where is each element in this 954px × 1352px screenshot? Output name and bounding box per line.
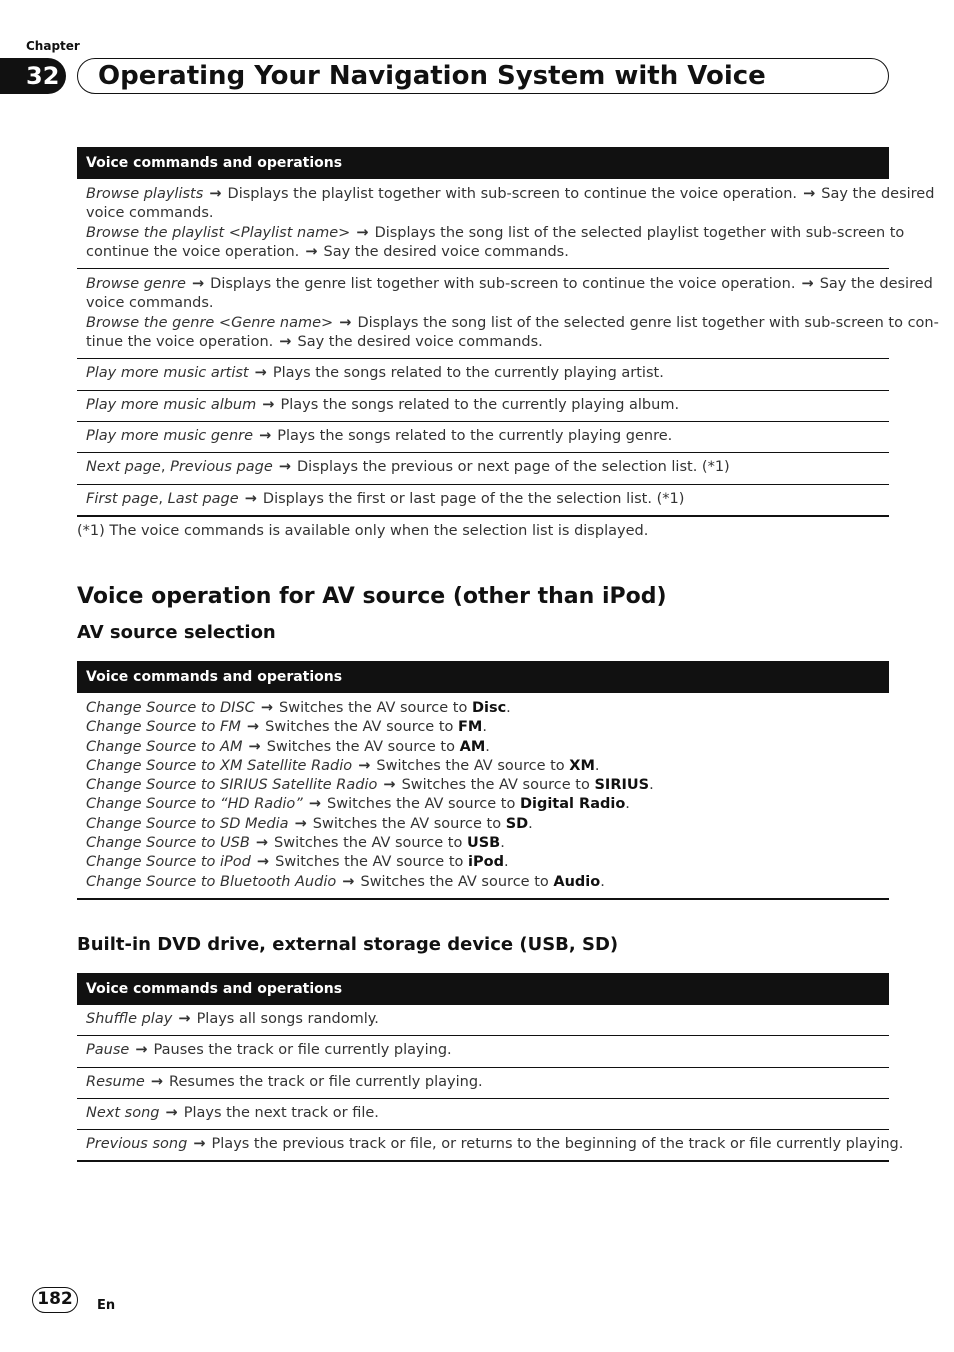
voice-command: Change Source to iPod bbox=[86, 854, 251, 871]
arrow-icon: → bbox=[239, 490, 262, 507]
arrow-icon: → bbox=[249, 365, 272, 382]
subsection-built-in-drive: Built-in DVD drive, external storage device (USB, SD) bbox=[77, 934, 619, 955]
operation-text: Displays the first or last page of the the selection list. (*1) bbox=[262, 490, 685, 507]
row-line bbox=[86, 834, 881, 853]
row-line bbox=[86, 1041, 881, 1060]
voice-command: Next song bbox=[86, 1104, 160, 1121]
voice-command: Browse genre bbox=[86, 276, 186, 293]
operation-text: Displays the song list of the selected playlist together with sub-screen to bbox=[374, 224, 905, 241]
voice-commands-table-1 bbox=[77, 147, 939, 517]
av-source-name: USB bbox=[466, 835, 501, 852]
arrow-icon: → bbox=[241, 719, 265, 736]
operation-text: Say the desired voice commands. bbox=[323, 243, 569, 260]
row-line bbox=[86, 738, 881, 757]
voice-command: Previous page bbox=[170, 459, 273, 476]
table-row bbox=[77, 391, 889, 422]
voice-command: Previous song bbox=[86, 1136, 188, 1153]
voice-command: Change Source to “HD Radio” bbox=[86, 796, 303, 813]
operation-text: Switches the AV source to bbox=[274, 835, 467, 852]
operation-text: voice commands. bbox=[86, 295, 214, 312]
arrow-icon: → bbox=[160, 1104, 183, 1121]
operation-text: Pauses the track or file currently playing. bbox=[153, 1042, 452, 1059]
arrow-icon: → bbox=[145, 1073, 169, 1090]
row-line bbox=[86, 275, 933, 294]
subsection-av-source-selection: AV source selection bbox=[77, 622, 276, 643]
row-line bbox=[86, 718, 881, 737]
operation-text: Switches the AV source to bbox=[312, 815, 506, 832]
voice-command: First page bbox=[86, 490, 159, 507]
av-source-name: XM bbox=[569, 757, 595, 774]
operation-text: Displays the previous or next page of the selection list. (*1) bbox=[297, 459, 730, 476]
row-line bbox=[86, 776, 881, 795]
av-source-name: Audio bbox=[553, 873, 601, 890]
voice-command: Next page bbox=[86, 459, 161, 476]
chapter-number-badge: 32 bbox=[0, 58, 66, 94]
voice-command: Play more music genre bbox=[86, 427, 254, 444]
operation-text: tinue the voice operation. bbox=[86, 334, 274, 351]
row-line bbox=[86, 294, 881, 313]
arrow-icon: → bbox=[798, 186, 821, 202]
punctuation: . bbox=[485, 738, 490, 755]
row-line bbox=[86, 427, 881, 446]
voice-command: Change Source to DISC bbox=[86, 700, 255, 716]
voice-command: Change Source to SIRIUS Satellite Radio bbox=[86, 777, 378, 794]
table-row bbox=[77, 453, 889, 484]
voice-command: Browse the genre <Genre name> bbox=[86, 314, 334, 331]
operation-text: Switches the AV source to bbox=[279, 700, 472, 716]
voice-command: Last page bbox=[167, 490, 239, 507]
punctuation: . bbox=[503, 854, 509, 871]
punctuation: . bbox=[600, 873, 605, 890]
av-source-name: Disc bbox=[471, 700, 507, 716]
arrow-icon: → bbox=[254, 427, 277, 444]
operation-text: Plays the songs related to the currently playing album. bbox=[280, 396, 680, 413]
operation-text: Displays the playlist together with sub-screen to continue the voice operation. bbox=[227, 186, 798, 202]
footnote: (*1) The voice commands is available only when the selection list is displayed. bbox=[77, 523, 649, 539]
row-line bbox=[86, 364, 881, 383]
av-source-name: Digital Radio bbox=[519, 796, 626, 813]
table-header: Voice commands and operations bbox=[77, 661, 889, 693]
page-number: 182 bbox=[32, 1287, 78, 1313]
voice-command: Change Source to USB bbox=[86, 835, 250, 852]
av-source-name: iPod bbox=[468, 854, 504, 871]
table-row bbox=[77, 1036, 889, 1067]
arrow-icon: → bbox=[257, 396, 280, 413]
operation-text: Plays all songs randomly. bbox=[196, 1011, 379, 1027]
av-source-name: FM bbox=[458, 719, 483, 736]
voice-command: Play more music album bbox=[86, 396, 257, 413]
chapter-title: Operating Your Navigation System with Voice bbox=[98, 61, 766, 91]
arrow-icon: → bbox=[351, 224, 374, 241]
row-line bbox=[86, 333, 881, 352]
arrow-icon: → bbox=[353, 757, 376, 774]
operation-text: voice commands. bbox=[86, 205, 214, 222]
arrow-icon: → bbox=[255, 700, 279, 716]
row-line bbox=[86, 396, 881, 415]
row-line bbox=[86, 224, 905, 243]
voice-command: Change Source to AM bbox=[86, 738, 243, 755]
voice-command: Change Source to Bluetooth Audio bbox=[86, 873, 337, 890]
arrow-icon: → bbox=[274, 334, 297, 351]
arrow-icon: → bbox=[251, 854, 275, 871]
row-line bbox=[86, 458, 881, 477]
punctuation: . bbox=[506, 700, 511, 716]
arrow-icon: → bbox=[378, 777, 401, 794]
row-line bbox=[86, 243, 881, 262]
voice-commands-table-3 bbox=[77, 973, 904, 1162]
table-row bbox=[77, 485, 889, 517]
row-line bbox=[86, 185, 935, 204]
arrow-icon: → bbox=[796, 276, 819, 293]
command-separator: , bbox=[158, 490, 168, 507]
voice-command: Resume bbox=[86, 1073, 145, 1090]
arrow-icon: → bbox=[173, 1011, 196, 1027]
operation-text: Plays the songs related to the currently playing artist. bbox=[272, 365, 664, 382]
row-line bbox=[86, 873, 881, 892]
voice-commands-table-2 bbox=[77, 661, 889, 900]
table-row bbox=[77, 179, 935, 269]
av-source-name: AM bbox=[459, 738, 486, 755]
row-line bbox=[86, 1073, 881, 1092]
row-line bbox=[86, 204, 881, 223]
table-header: Voice commands and operations bbox=[77, 147, 889, 179]
operation-text: Say the desired bbox=[819, 276, 933, 293]
row-line bbox=[86, 815, 881, 834]
table-row bbox=[77, 1099, 889, 1130]
table-header: Voice commands and operations bbox=[77, 973, 889, 1005]
table-row bbox=[77, 1005, 889, 1036]
voice-command: Shuffle play bbox=[86, 1011, 173, 1027]
row-line bbox=[86, 1104, 881, 1123]
voice-command: Change Source to SD Media bbox=[86, 815, 289, 832]
table-row bbox=[77, 269, 939, 359]
punctuation: . bbox=[482, 719, 487, 736]
row-line bbox=[86, 490, 881, 509]
arrow-icon: → bbox=[300, 243, 323, 260]
operation-text: Switches the AV source to bbox=[265, 719, 459, 736]
row-line bbox=[86, 314, 939, 333]
arrow-icon: → bbox=[289, 815, 312, 832]
table-row bbox=[77, 1068, 889, 1099]
operation-text: Switches the AV source to bbox=[275, 854, 469, 871]
table-row bbox=[77, 693, 889, 900]
operation-text: Plays the next track or file. bbox=[183, 1104, 379, 1121]
row-line bbox=[86, 853, 881, 872]
operation-text: Switches the AV source to bbox=[266, 738, 460, 755]
punctuation: . bbox=[500, 835, 505, 852]
arrow-icon: → bbox=[334, 314, 357, 331]
arrow-icon: → bbox=[186, 276, 210, 293]
arrow-icon: → bbox=[204, 186, 227, 202]
operation-text: Switches the AV source to bbox=[376, 757, 570, 774]
punctuation: . bbox=[594, 757, 600, 774]
language-label: En bbox=[97, 1298, 116, 1313]
operation-text: Plays the songs related to the currently playing genre. bbox=[277, 427, 673, 444]
operation-text: Plays the previous track or file, or returns to the beginning of the track or file currently playing. bbox=[211, 1136, 904, 1153]
punctuation: . bbox=[625, 796, 630, 813]
operation-text: continue the voice operation. bbox=[86, 243, 300, 260]
operation-text: Displays the genre list together with sub-screen to continue the voice operation. bbox=[210, 276, 796, 293]
voice-command: Browse the playlist <Playlist name> bbox=[86, 224, 351, 241]
command-separator: , bbox=[160, 459, 171, 476]
arrow-icon: → bbox=[130, 1042, 153, 1059]
chapter-label: Chapter bbox=[26, 39, 80, 53]
operation-text: Switches the AV source to bbox=[401, 777, 595, 794]
row-line bbox=[86, 795, 881, 814]
operation-text: Say the desired voice commands. bbox=[297, 334, 543, 351]
voice-command: Pause bbox=[86, 1042, 130, 1059]
table-row bbox=[77, 359, 889, 390]
section-title: Voice operation for AV source (other than iPod) bbox=[77, 584, 667, 609]
arrow-icon: → bbox=[243, 738, 266, 755]
operation-text: Say the desired bbox=[821, 186, 935, 202]
row-line bbox=[86, 1010, 881, 1029]
row-line bbox=[86, 699, 881, 718]
av-source-name: SIRIUS bbox=[594, 777, 650, 794]
operation-text: Displays the song list of the selected genre list together with sub-screen to con- bbox=[357, 314, 939, 331]
punctuation: . bbox=[649, 777, 654, 794]
voice-command: Change Source to FM bbox=[86, 719, 241, 736]
operation-text: Switches the AV source to bbox=[327, 796, 520, 813]
row-line bbox=[86, 1135, 904, 1154]
chapter-title-box bbox=[77, 58, 889, 94]
arrow-icon: → bbox=[273, 459, 297, 476]
voice-command: Browse playlists bbox=[86, 186, 204, 202]
table-row bbox=[77, 422, 889, 453]
arrow-icon: → bbox=[250, 835, 274, 852]
voice-command: Play more music artist bbox=[86, 365, 249, 382]
operation-text: Resumes the track or file currently playing. bbox=[169, 1073, 483, 1090]
av-source-name: SD bbox=[505, 815, 529, 832]
operation-text: Switches the AV source to bbox=[360, 873, 554, 890]
arrow-icon: → bbox=[337, 873, 360, 890]
punctuation: . bbox=[528, 815, 533, 832]
voice-command: Change Source to XM Satellite Radio bbox=[86, 757, 353, 774]
arrow-icon: → bbox=[188, 1136, 211, 1153]
row-line bbox=[86, 757, 881, 776]
table-row bbox=[77, 1130, 904, 1162]
arrow-icon: → bbox=[303, 796, 327, 813]
